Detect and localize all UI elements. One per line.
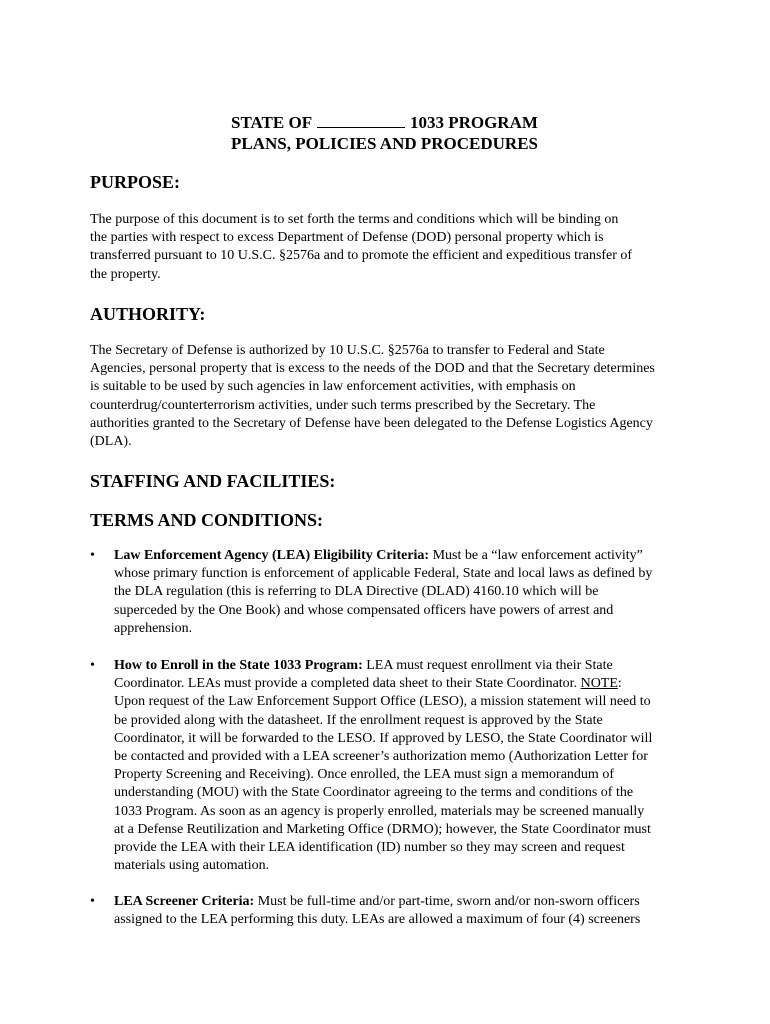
paragraph-line: transferred pursuant to 10 U.S.C. §2576a and to promote the efficient and expeditious transfer of [90, 248, 633, 264]
note-colon: : [617, 676, 622, 692]
bullet-text [114, 893, 694, 929]
bullet-line: apprehension. [114, 620, 193, 636]
paragraph-line: (DLA). [90, 434, 132, 450]
bullet-line: the DLA regulation (this is referring to DLA Directive (DLAD) 4160.10 which will be [114, 584, 599, 600]
bullet-line: Property Screening and Receiving). Once enrolled, the LEA must sign a memorandum of [114, 767, 614, 783]
bullet-text [114, 547, 694, 638]
bullet-second-line [114, 675, 694, 693]
purpose-heading: PURPOSE: [90, 172, 180, 192]
bullet-line: provide the LEA with their LEA identification (ID) number so they may screen and request [114, 840, 625, 856]
bullet-icon: • [90, 548, 95, 563]
paragraph-line: authorities granted to the Secretary of Defense have been delegated to the Defense Logistics Agency [90, 415, 653, 431]
title-state-of: STATE OF [231, 113, 312, 132]
bullet-line: 1033 Program. As soon as an agency is properly enrolled, materials may be screened manually [114, 803, 645, 819]
bullet-first-line [114, 893, 694, 911]
bullet-line-text: Coordinator. LEAs must provide a completed data sheet to their State Coordinator. [114, 676, 581, 692]
state-name-blank [317, 114, 405, 128]
bullet-first-line-text: Must be a “law enforcement activity” [429, 548, 643, 563]
bullet-line: be provided along with the datasheet. If the enrollment request is approved by the State [114, 712, 603, 728]
bullet-line: be contacted and provided with a LEA screener’s authorization memo (Authorization Letter for [114, 749, 648, 765]
bullet-first-line [114, 657, 694, 675]
bullet-text [114, 657, 694, 875]
paragraph-line: counterdrug/counterterrorism activities, under such terms prescribed by the Secretary. The [90, 397, 596, 413]
bullet-first-line-text: Must be full-time and/or part-time, sworn and/or non-sworn officers [254, 894, 640, 909]
bullet-line: at a Defense Reutilization and Marketing Office (DRMO); however, the State Coordinator must [114, 821, 651, 837]
bullet-line: understanding (MOU) with the State Coordinator agreeing to the terms and conditions of the [114, 785, 634, 801]
paragraph-line: the property. [90, 266, 161, 282]
bullet-first-line [114, 547, 694, 565]
terms-heading: TERMS AND CONDITIONS: [90, 510, 324, 530]
bullet-line: whose primary function is enforcement of applicable Federal, State and local laws as defined by [114, 566, 653, 582]
staffing-heading: STAFFING AND FACILITIES: [90, 471, 336, 491]
authority-heading: AUTHORITY: [90, 304, 206, 324]
bullet-first-line-text: LEA must request enrollment via their State [362, 658, 613, 673]
document-title [231, 112, 651, 154]
paragraph-line: Agencies, personal property that is excess to the needs of the DOD and that the Secretary determines [90, 361, 655, 377]
title-line-2: PLANS, POLICIES AND PROCEDURES [231, 134, 538, 153]
bullet-icon: • [90, 658, 95, 673]
title-line-1 [231, 112, 651, 133]
bullet-line: materials using automation. [114, 858, 270, 874]
bullet-line: assigned to the LEA performing this duty. LEAs are allowed a maximum of four (4) screeners [114, 912, 641, 928]
bullet-label: Law Enforcement Agency (LEA) Eligibility Criteria: [114, 548, 430, 563]
bullet-line: Coordinator, it will be forwarded to the LESO. If approved by LESO, the State Coordinator will [114, 730, 653, 746]
paragraph-line: The Secretary of Defense is authorized by 10 U.S.C. §2576a to transfer to Federal and State [90, 343, 605, 358]
paragraph-line: The purpose of this document is to set forth the terms and conditions which will be binding on [90, 212, 619, 227]
bullet-line: Upon request of the Law Enforcement Support Office (LESO), a mission statement will need to [114, 694, 651, 710]
paragraph-line: the parties with respect to excess Department of Defense (DOD) personal property which is [90, 230, 604, 246]
purpose-paragraph [90, 211, 690, 284]
bullet-label: How to Enroll in the State 1033 Program: [114, 658, 363, 673]
paragraph-line: is suitable to be used by such agencies in law enforcement activities, with emphasis on [90, 379, 576, 395]
bullet-icon: • [90, 894, 95, 909]
title-program: 1033 PROGRAM [409, 113, 538, 132]
note-label: NOTE [580, 676, 618, 692]
authority-paragraph [90, 342, 690, 451]
bullet-label: LEA Screener Criteria: [114, 894, 255, 909]
bullet-line: superceded by the One Book) and whose compensated officers have powers of arrest and [114, 602, 614, 618]
